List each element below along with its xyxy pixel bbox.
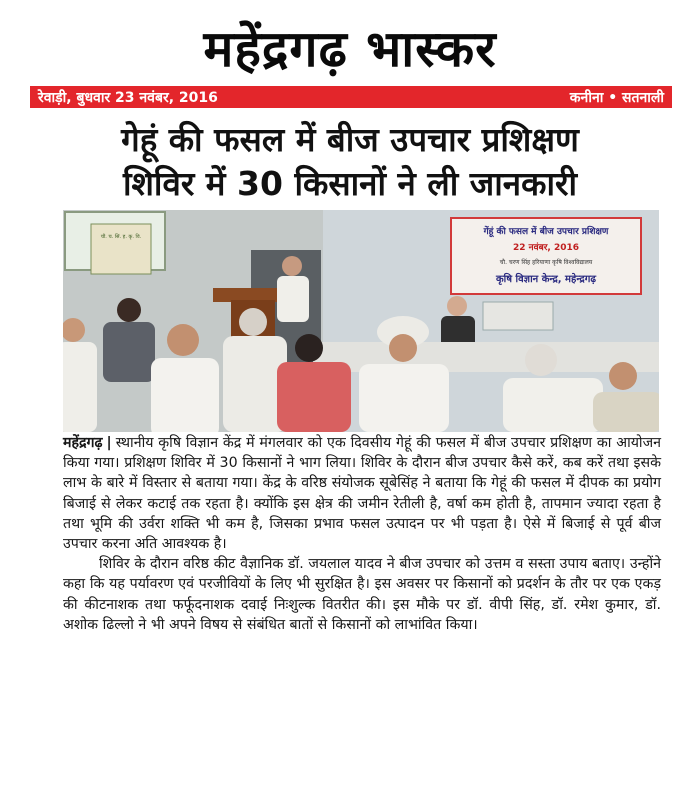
newspaper-masthead: महेंद्रगढ़ भास्कर [203, 20, 497, 78]
banner-line-3: चौ. चरण सिंह हरियाणा कृषि विश्वविद्यालय [499, 259, 593, 266]
edition-locations: कनीना • सतनाली [569, 89, 664, 106]
dateline-bar [30, 86, 672, 108]
article-place: महेंद्रगढ़ [63, 435, 103, 451]
poster-text: चौ. च. सिं. ह. कृ. वि. [100, 234, 142, 240]
headline-line-2: शिविर में 30 किसानों ने ली जानकारी [122, 164, 578, 203]
banner-line-4: कृषि विज्ञान केन्द्र, महेन्द्रगढ़ [495, 274, 597, 285]
article-paragraph-1 [63, 433, 661, 554]
banner-line-1: गेंहूं की फसल में बीज उपचार प्रशिक्षण [483, 227, 609, 237]
headline-line-1: गेहूं की फसल में बीज उपचार प्रशिक्षण [121, 120, 579, 159]
banner-line-2: 22 नवंबर, 2016 [512, 243, 580, 253]
article-paragraph-2: शिविर के दौरान वरिष्ठ कीट वैज्ञानिक डॉ. जयलाल यादव ने बीज उपचार को उत्तम व सस्ता उपाय बताए। उन्होंने कहा कि यह पर्यावरण एवं परजीवियों के लिए भी सुरक्षित है। इस अवसर पर किसानों को प्रदर्शन के तौर पर एक एकड़ की कीटनाशक तथा फर्फूदनाशक दवाई निःशुल्क वितरीत की। इस मौके पर डॉ. वीपी सिंह, डॉ. रमेश कुमार, डॉ. अशोक ढिल्लो ने भी अपने विषय से संबंधित बातों से किसानों को लाभांवित किया। [63, 556, 661, 633]
article-paragraph-1-text: स्थानीय कृषि विज्ञान केंद्र में मंगलवार को एक दिवसीय गेहूं की फसल में बीज उपचार प्रशिक्षण का आयोजन किया गया। प्रशिक्षण शिविर में 30 किसानों ने भाग लिया। शिविर के दौरान बीज उपचार कैसे करें, कब करें तथा इसके लाभ के बारे में विस्तार से बताया गया। केंद्र के वरिष्ठ संयोजक सूबेसिंह ने बताया कि गेहूं की फसल में दीपक का प्रयोग बिजाई से लेकर कटाई तक रहता है। क्योंकि इस क्षेत्र की जमीन रेतीली है, वर्षा कम होती है, तापमान ज्यादा रहता है तथा भूमि की उर्वरा शक्ति भी कम है, जिसका प्रभाव फसल उत्पादन पर भी पड़ता है। ऐसे में बिजाई से पूर्व बीज उपचार करना अति आवश्यक है। [63, 435, 661, 553]
article-headline [20, 118, 680, 206]
edition-date: रेवाड़ी, बुधवार 23 नवंबर, 2016 [38, 89, 218, 106]
place-separator: | [106, 435, 112, 451]
event-photo [63, 210, 659, 432]
article-body [63, 433, 661, 635]
